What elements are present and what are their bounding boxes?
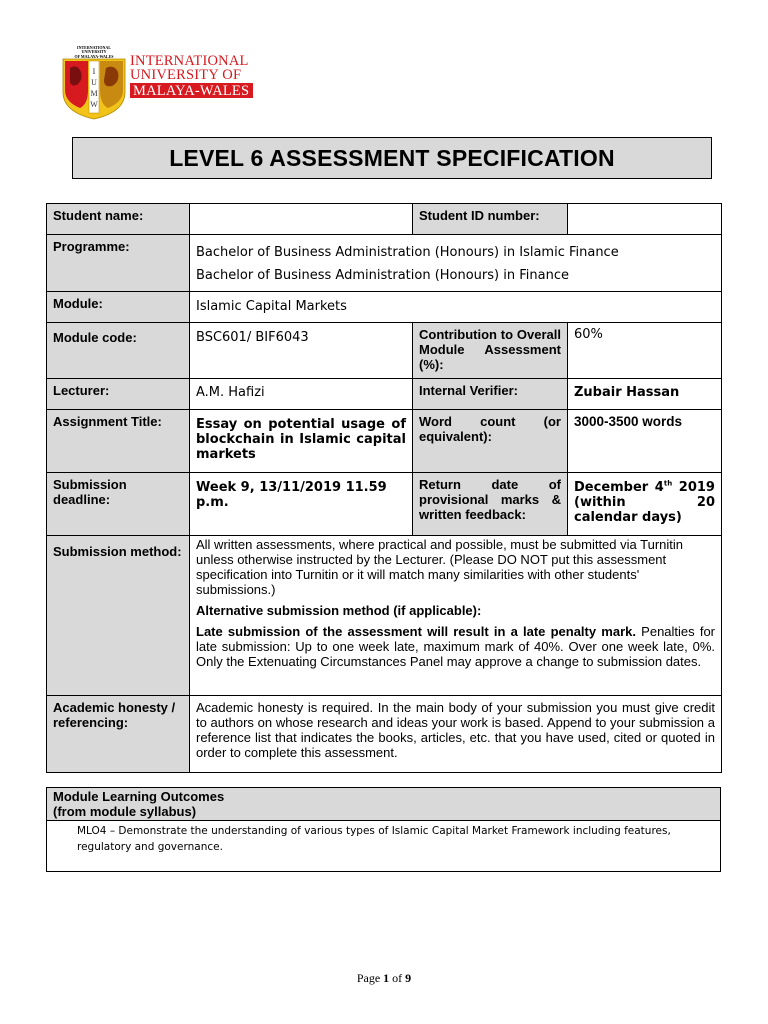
table-row	[47, 204, 722, 235]
page-number: Page 1 of 9	[356, 971, 412, 985]
academic-honesty-value: Academic honesty is required. In the main body of your submission you must give credit to authors on whose research and ideas your work is based. Append to your submission a reference list that indicates the books, articles, etc. that you have used, cited or quoted in order to complete this assessment.	[190, 696, 722, 773]
table-row	[47, 536, 722, 696]
return-date-label: Return date of provisional marks & written feedback:	[413, 473, 568, 536]
alt-submission-heading: Alternative submission method (if applicable):	[196, 603, 482, 618]
crest-text: INTERNATIONAL UNIVERSITY OF MALAYA-WALES	[74, 45, 114, 59]
lecturer-value: A.M. Hafizi	[190, 379, 413, 410]
page-title: LEVEL 6 ASSESSMENT SPECIFICATION	[169, 144, 615, 171]
table-row	[47, 473, 722, 536]
student-name-field[interactable]	[190, 204, 413, 235]
student-id-label: Student ID number:	[413, 204, 568, 235]
lecturer-label: Lecturer:	[47, 379, 190, 410]
student-name-label: Student name:	[47, 204, 190, 235]
learning-outcomes-table	[46, 787, 721, 872]
table-row	[47, 788, 721, 821]
programme-label: Programme:	[47, 235, 190, 292]
university-logo	[62, 46, 272, 120]
verifier-label: Internal Verifier:	[413, 379, 568, 410]
table-row	[47, 235, 722, 292]
mlo4-outcome: MLO4 – Demonstrate the understanding of various types of Islamic Capital Market Framework including features, regulatory and governance.	[47, 821, 721, 872]
return-date-value: December 4th 2019 (within 20 calendar days)	[568, 473, 722, 536]
contribution-label: Contribution to Overall Module Assessment (%):	[413, 323, 568, 379]
table-row	[47, 696, 722, 773]
table-row	[47, 292, 722, 323]
module-value: Islamic Capital Markets	[190, 292, 722, 323]
assignment-title-value: Essay on potential usage of blockchain in Islamic capital markets	[190, 410, 413, 473]
contribution-value: 60%	[568, 323, 722, 379]
submission-method-text: All written assessments, where practical and possible, must be submitted via Turnitin unless otherwise instructed by the Lecturer. (Please DO NOT put this assessment specification into Turnitin or it will match many similarities with other students' submissions.)	[196, 537, 683, 597]
module-code-value: BSC601/ BIF6043	[190, 323, 413, 379]
deadline-label: Submission deadline:	[47, 473, 190, 536]
title-box	[72, 137, 712, 179]
late-submission-text: Late submission of the assessment will result in a late penalty mark. Penalties for late submission: Up to one week late, maximum mark of 40%. Over one week late, 0%. Only the Extenuating Circumstances Panel may approve a change to submission dates.	[196, 624, 716, 669]
assignment-title-label: Assignment Title:	[47, 410, 190, 473]
word-count-label: Word count (or equivalent):	[413, 410, 568, 473]
crest-letters: I U M W	[90, 67, 98, 109]
university-name: INTERNATIONAL UNIVERSITY OF MALAYA-WALES	[130, 54, 280, 98]
verifier-value: Zubair Hassan	[568, 379, 722, 410]
university-crest-icon	[62, 46, 126, 120]
learning-outcomes-heading: Module Learning Outcomes (from module syllabus)	[47, 788, 721, 821]
submission-method-label: Submission method:	[47, 536, 190, 696]
academic-honesty-label: Academic honesty / referencing:	[47, 696, 190, 773]
assessment-details-table	[46, 203, 722, 773]
table-row	[47, 821, 721, 872]
word-count-value: 3000-3500 words	[568, 410, 722, 473]
programme-value: Bachelor of Business Administration (Honours) in Islamic Finance Bachelor of Business Administration (Honours) in Finance	[190, 235, 722, 292]
student-id-field[interactable]	[568, 204, 722, 235]
table-row	[47, 323, 722, 379]
submission-method-value	[190, 536, 722, 696]
deadline-value: Week 9, 13/11/2019 11.59 p.m.	[190, 473, 413, 536]
module-code-label: Module code:	[47, 323, 190, 379]
table-row	[47, 410, 722, 473]
table-row	[47, 379, 722, 410]
module-label: Module:	[47, 292, 190, 323]
